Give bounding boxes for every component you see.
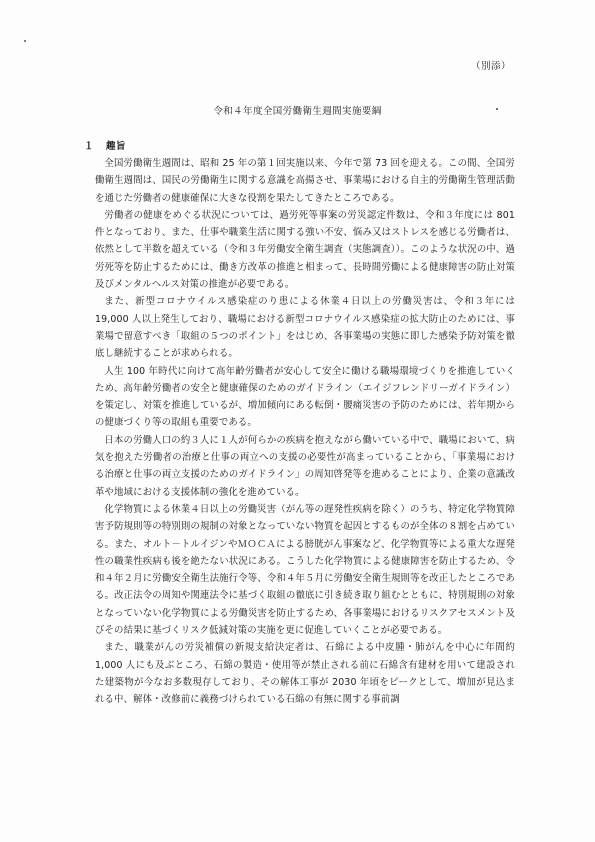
paragraph: 全国労働衛生週間は、昭和 25 年の第１回実施以来、今年で第 73 回を迎える。この間、全国労働衛生週間は、国民の労働衛生に関する意識を高揚させ、事業場における自主的労働衛生管理活動を通じた労働者の健康確保に大きな役割を果たしてきたところである。	[95, 158, 515, 204]
section-number: １	[84, 141, 94, 152]
paragraph: 人生 100 年時代に向けて高年齢労働者が安心して安全に働ける職場環境づくりを推進していくため、高年齢労働者の安全と健康確保のためのガイドライン（エイジフレンドリーガイドライン）を策定し、対策を推進しているが、増加傾向にある転倒・腰痛災害の予防のためには、若年期からの健康づくり等の取組も重要である。	[95, 365, 515, 429]
annex-label: （別添）	[470, 61, 511, 72]
paragraph: 労働者の健康をめぐる状況については、過労死等事案の労災認定件数は、令和３年度には 801 件となっており、また、仕事や職業生活に関する強い不安、悩み又はストレスを感じる労働者は、依然として半数を超えている（令和３年労働安全衛生調査（実態調査））。このような状況の中、過労死等を防止するためには、働き方改革の推進と相まって、長時間労働による健康障害の防止対策及びメンタルヘルス対策の推進が必要である。	[95, 209, 515, 291]
document-title: 令和４年度全国労働衛生週間実施要綱	[213, 106, 382, 117]
paragraph: 日本の労働人口の約３人に１人が何らかの疾病を抱えながら働いている中で、職場において、病気を抱えた労働者の治療と仕事の両立への支援の必要性が高まっていることから、「事業場における治療と仕事の両立支援のためのガイドライン」の周知啓発等を進めることにより、企業の意識改革や地域における支援体制の強化を進めている。	[95, 434, 515, 498]
section-body	[95, 155, 515, 709]
section-title: 趣旨	[106, 141, 126, 152]
paragraph: 化学物質による休業４日以上の労働災害（がん等の遅発性疾病を除く）のうち、特定化学物質障害予防規則等の特別則の規制の対象となっていない物質を起因とするものが全体の８割を占めている。また、オルト－トルイジンやＭＯＣＡによる膀胱がん事案など、化学物質等による重大な遅発性の職業性疾病も後を絶たない状況にある。こうした化学物質による健康障害を防止するため、令和４年２月に労働安全衛生法施行令等、令和４年５月に労働安全衛生規則等を改正したところである。改正法令の周知や関連法令に基づく取組の徹底に引き続き取り組むとともに、特別規則の対象となっていない化学物質による労働災害を防止するため、各事業場におけるリスクアセスメント及びその結果に基づくリスク低減対策の実施を更に促進していくことが必要である。	[95, 503, 515, 637]
section-heading	[84, 138, 126, 152]
paragraph: また、新型コロナウイルス感染症のり患による休業４日以上の労働災害は、令和３年には 19,000 人以上発生しており、職場における新型コロナウイルス感染症の拡大防止のためには、事業場で留意すべき「取組の５つのポイント」をはじめ、各事業場の実態に即した感染予防対策を徹底し継続することが求められる。	[95, 296, 515, 360]
paragraph: また、職業がんの労災補償の新規支給決定者は、石綿による中皮腫・肺がんを中心に年間約 1,000 人にも及ぶところ、石綿の製造・使用等が禁止される前に石綿含有建材を用いて建設された建築物が今なお多数現存しており、その解体工事が 2030 年頃をピークとして、増加が見込まれる中、解体・改修前に義務づけられている石綿の有無に関する事前調	[95, 642, 515, 706]
scan-speck	[24, 40, 26, 42]
